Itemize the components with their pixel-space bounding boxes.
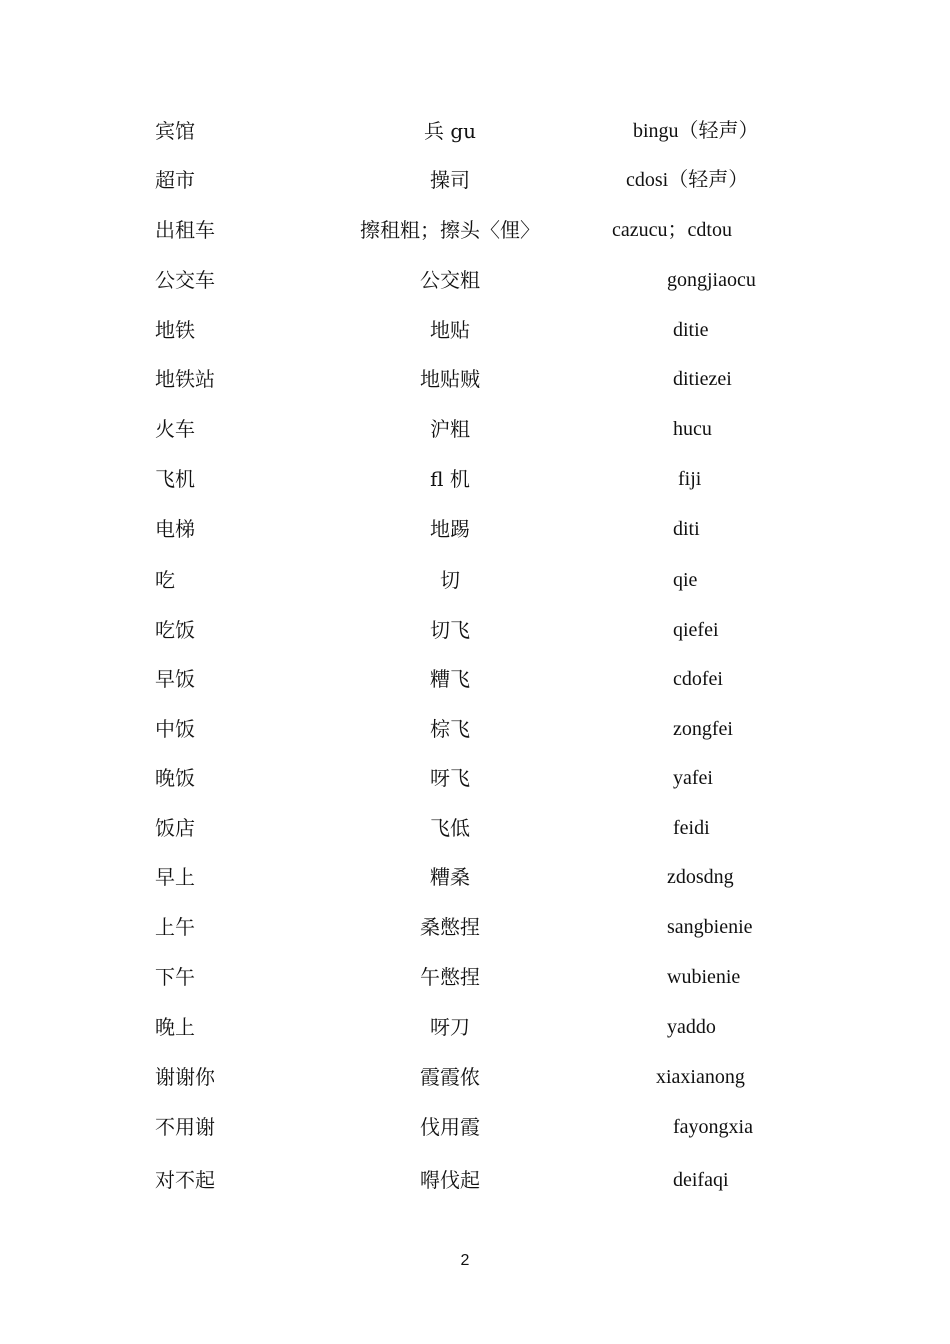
table-row <box>0 862 950 892</box>
dialect-transcription: 沪粗 <box>430 417 470 441</box>
dialect-transcription: 糟飞 <box>430 667 470 691</box>
mandarin-word: 地铁站 <box>155 367 215 391</box>
dialect-transcription: 呀飞 <box>430 766 470 790</box>
mandarin-word: 飞机 <box>155 467 195 491</box>
page-number: 2 <box>460 1252 470 1269</box>
table-row <box>0 565 950 595</box>
mandarin-word: 下午 <box>155 965 195 989</box>
pinyin-romanization: gongjiaocu <box>667 269 756 291</box>
table-row <box>0 215 950 245</box>
table-row <box>0 664 950 694</box>
pinyin-romanization: qie <box>673 569 698 591</box>
dialect-transcription: 兵 gu <box>423 119 477 143</box>
dialect-transcription: 切 <box>440 568 460 592</box>
dialect-transcription: 桑憋捏 <box>420 915 480 939</box>
mandarin-word: 公交车 <box>155 268 215 292</box>
table-row <box>0 265 950 295</box>
table-row <box>0 962 950 992</box>
dialect-transcription: 飞低 <box>430 816 470 840</box>
pinyin-romanization: cazucu；cdtou <box>612 219 732 241</box>
table-row <box>0 165 950 195</box>
pinyin-romanization: deifaqi <box>673 1169 729 1191</box>
table-row <box>0 1165 950 1195</box>
mandarin-word: 早饭 <box>155 667 195 691</box>
mandarin-word: 不用谢 <box>155 1115 215 1139</box>
mandarin-word: 电梯 <box>155 517 195 541</box>
mandarin-word: 晚饭 <box>155 766 195 790</box>
pinyin-romanization: qiefei <box>673 619 719 641</box>
dialect-transcription: 糟桑 <box>430 865 470 889</box>
dialect-transcription: 公交粗 <box>420 268 480 292</box>
table-row <box>0 514 950 544</box>
mandarin-word: 吃 <box>155 568 175 592</box>
pinyin-romanization: ditiezei <box>673 368 732 390</box>
table-row <box>0 414 950 444</box>
table-row <box>0 364 950 394</box>
mandarin-word: 地铁 <box>155 318 195 342</box>
pinyin-romanization: bingu（轻声） <box>633 120 759 142</box>
dialect-transcription: 伐用霞 <box>420 1115 480 1139</box>
dialect-transcription: 切飞 <box>430 618 470 642</box>
mandarin-word: 上午 <box>155 915 195 939</box>
dialect-transcription: 棕飞 <box>430 717 470 741</box>
pinyin-romanization: hucu <box>673 418 712 440</box>
table-row <box>0 116 950 146</box>
mandarin-word: 早上 <box>155 865 195 889</box>
pinyin-romanization: wubienie <box>667 966 741 988</box>
mandarin-word: 晚上 <box>155 1015 195 1039</box>
mandarin-word: 对不起 <box>155 1168 215 1192</box>
mandarin-word: 谢谢你 <box>155 1065 215 1089</box>
pinyin-romanization: yaddo <box>667 1016 716 1038</box>
mandarin-word: 吃饭 <box>155 618 195 642</box>
dialect-transcription: 擦租粗；擦头〈俚〉 <box>360 218 540 242</box>
dialect-transcription: 午憋捏 <box>420 965 480 989</box>
pinyin-romanization: fayongxia <box>673 1116 753 1138</box>
mandarin-word: 宾馆 <box>155 119 195 143</box>
pinyin-romanization: diti <box>673 518 700 540</box>
pinyin-romanization: yafei <box>673 767 713 789</box>
mandarin-word: 超市 <box>155 168 195 192</box>
pinyin-romanization: zongfei <box>673 718 733 740</box>
table-row <box>0 464 950 494</box>
dialect-transcription: 霞霞侬 <box>420 1065 480 1089</box>
mandarin-word: 出租车 <box>155 218 215 242</box>
table-row <box>0 615 950 645</box>
pinyin-romanization: cdofei <box>673 668 723 690</box>
pinyin-romanization: zdosdng <box>667 866 734 888</box>
table-row <box>0 912 950 942</box>
dialect-transcription: fl 机 <box>430 467 470 491</box>
dialect-transcription: 嘚伐起 <box>420 1168 480 1192</box>
mandarin-word: 饭店 <box>155 816 195 840</box>
pinyin-romanization: xiaxianong <box>656 1066 745 1088</box>
mandarin-word: 中饭 <box>155 717 195 741</box>
dialect-transcription: 操司 <box>430 168 470 192</box>
pinyin-romanization: cdosi（轻声） <box>626 169 749 191</box>
table-row <box>0 1012 950 1042</box>
table-row <box>0 1062 950 1092</box>
dialect-transcription: 呀刀 <box>430 1015 470 1039</box>
dialect-transcription: 地贴贼 <box>420 367 480 391</box>
pinyin-romanization: sangbienie <box>667 916 753 938</box>
table-row <box>0 1112 950 1142</box>
table-row <box>0 813 950 843</box>
dialect-transcription: 地踢 <box>430 517 470 541</box>
table-row <box>0 714 950 744</box>
dialect-transcription: 地贴 <box>430 318 470 342</box>
pinyin-romanization: ditie <box>673 319 709 341</box>
mandarin-word: 火车 <box>155 417 195 441</box>
table-row <box>0 763 950 793</box>
table-row <box>0 315 950 345</box>
pinyin-romanization: fiji <box>678 468 702 490</box>
pinyin-romanization: feidi <box>673 817 710 839</box>
